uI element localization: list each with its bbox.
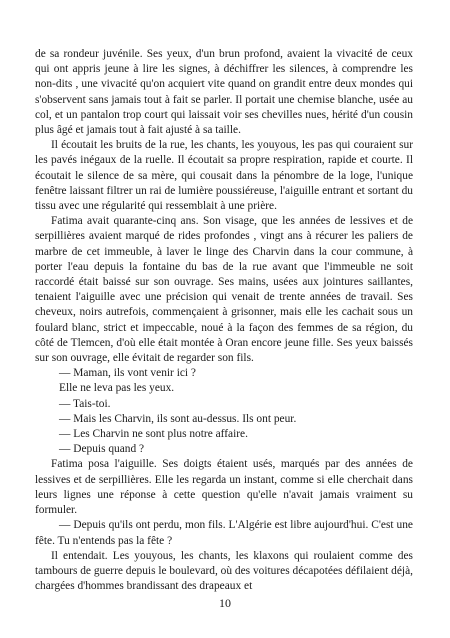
dialogue-line: — Les Charvin ne sont plus notre affaire. [59, 428, 248, 441]
paragraph: Elle ne leva pas les yeux. [59, 382, 175, 395]
body-text [35, 47, 413, 594]
dialogue-line: — Maman, ils vont venir ici ? [59, 367, 196, 380]
paragraph: Fatima avait quarante-cinq ans. Son visage, que les années de lessives et de serpillières avaient marqué de rides profondes , vingt ans à récurer les paliers de marbre de cet immeuble, à laver le linge des Charvin dans la cour commune, à porter l'eau depuis la fontaine du bas de la rue avant que l'immeuble ne soit raccordé était baissé sur son ouvrage. Ses mains, usées aux jointures saillantes, tenaient l'aiguille avec une précision qui venait de trente années de travail. Ses cheveux, noirs autrefois, commençaient à grisonner, mais elle les cachait sous un foulard blanc, strict et impeccable, noué à la façon des femmes de sa région, du côté de Tlemcen, d'où elle était montée à Oran encore jeune fille. Ses yeux baissés sur son ouvrage, elle évitait de regarder son fils. [35, 215, 413, 365]
paragraph: Il entendait. Les youyous, les chants, les klaxons qui roulaient comme des tambours de guerre depuis le boulevard, où des voitures décapotées défilaient déjà, chargées d'hommes brandissant des drapeaux et [35, 549, 413, 593]
paragraph: de sa rondeur juvénile. Ses yeux, d'un brun profond, avaient la vivacité de ceux qui ont appris jeune à lire les signes, à déchiffrer les silences, à comprendre les non-dits , une vivacité qu'on acquiert vite quand on grandit entre deux mondes qui s'observent sans jamais tout à fait se parler. Il portait une chemise blanche, usée au col, et un pantalon trop court qui laissait voir ses chevilles nues, hérité d'un cousin plus âgé et jamais tout à fait ajusté à sa taille. [35, 48, 413, 137]
dialogue-line: — Mais les Charvin, ils sont au-dessus. Ils ont peur. [59, 412, 297, 425]
dialogue-line: — Depuis quand ? [59, 443, 145, 456]
page-number: 10 [219, 596, 231, 610]
dialogue-line: — Depuis qu'ils ont perdu, mon fils. L'Algérie est libre aujourd'hui. C'est une fête. Tu n'entends pas la fête ? [35, 519, 413, 547]
dialogue-line: — Tais-toi. [59, 397, 111, 410]
paragraph: Fatima posa l'aiguille. Ses doigts étaient usés, marqués par des années de lessives et de serpillières. Elle les regarda un instant, comme si elle cherchait dans leurs lignes une réponse à cette question qu'elle n'avait jamais vraiment su formuler. [35, 458, 413, 517]
paragraph: Il écoutait les bruits de la rue, les chants, les youyous, les pas qui couraient sur les pavés inégaux de la ruelle. Il écoutait sa propre respiration, rapide et courte. Il écoutait le silence de sa mère, qui cousait dans la pénombre de la loge, l'unique fenêtre laissant filtrer un rai de lumière poussiéreuse, l'aiguille entrant et sortant du tissu avec une régularité qui ressemblait à une prière. [35, 139, 413, 213]
